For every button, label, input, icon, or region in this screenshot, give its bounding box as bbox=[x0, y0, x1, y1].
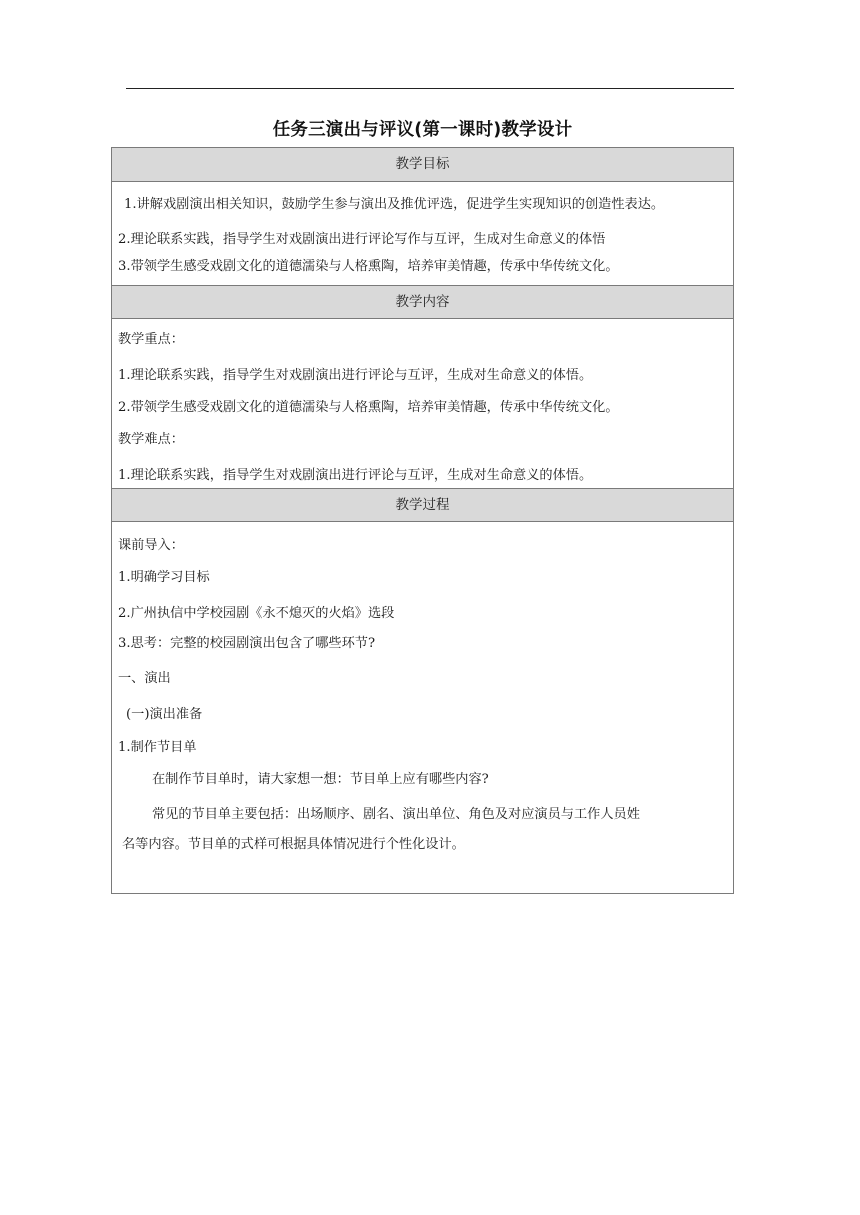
objective-item: 2.理论联系实践，指导学生对戏剧演出进行评论写作与互评，生成对生命意义的体悟 bbox=[118, 232, 606, 247]
objective-item: 1.讲解戏剧演出相关知识，鼓励学生参与演出及推优评选，促进学生实现知识的创造性表达。 bbox=[124, 197, 665, 212]
paragraph: 在制作节目单时，请大家想一想：节目单上应有哪些内容? bbox=[152, 772, 489, 787]
subsection-heading: (一)演出准备 bbox=[126, 707, 203, 722]
intro-item: 1.明确学习目标 bbox=[118, 570, 210, 585]
section-header-objectives: 教学目标 bbox=[112, 148, 733, 182]
part-heading: 一、演出 bbox=[118, 671, 171, 686]
intro-label: 课前导入： bbox=[118, 538, 184, 553]
key-points-label: 教学重点： bbox=[118, 332, 184, 347]
key-point-item: 1.理论联系实践，指导学生对戏剧演出进行评论与互评，生成对生命意义的体悟。 bbox=[118, 368, 593, 383]
section-header-content: 教学内容 bbox=[112, 285, 733, 319]
difficulty-label: 教学难点： bbox=[118, 432, 184, 447]
intro-item: 2.广州执信中学校园剧《永不熄灭的火焰》选段 bbox=[118, 606, 395, 621]
objective-item: 3.带领学生感受戏剧文化的道德濡染与人格熏陶，培养审美情趣，传承中华传统文化。 bbox=[118, 259, 619, 274]
step-heading: 1.制作节目单 bbox=[118, 740, 197, 755]
header-rule bbox=[126, 88, 734, 89]
document-title: 任务三演出与评议(第一课时)教学设计 bbox=[272, 120, 573, 140]
lesson-plan-table bbox=[111, 147, 734, 894]
difficulty-item: 1.理论联系实践，指导学生对戏剧演出进行评论与互评，生成对生命意义的体悟。 bbox=[118, 468, 593, 483]
key-point-item: 2.带领学生感受戏剧文化的道德濡染与人格熏陶，培养审美情趣，传承中华传统文化。 bbox=[118, 400, 619, 415]
intro-item: 3.思考：完整的校园剧演出包含了哪些环节? bbox=[118, 636, 376, 651]
section-header-process: 教学过程 bbox=[112, 488, 733, 522]
paragraph-continuation: 名等内容。节目单的式样可根据具体情况进行个性化设计。 bbox=[122, 837, 465, 852]
paragraph: 常见的节目单主要包括：出场顺序、剧名、演出单位、角色及对应演员与工作人员姓 bbox=[152, 807, 640, 822]
